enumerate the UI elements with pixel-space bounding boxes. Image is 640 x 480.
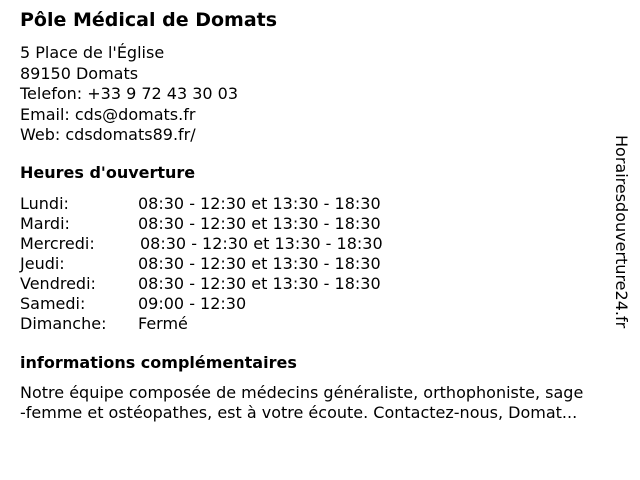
address-city: 89150 Domats <box>20 63 139 83</box>
day-label: Vendredi: <box>20 274 96 293</box>
day-label: Dimanche: <box>20 314 107 333</box>
info-line: Notre équipe composée de médecins généraliste, orthophoniste, sage <box>20 383 584 402</box>
day-label: Mercredi: <box>20 234 95 253</box>
additional-info-heading: informations complémentaires <box>20 353 297 372</box>
page-title: Pôle Médical de Domats <box>20 9 278 31</box>
day-label: Samedi: <box>20 294 86 313</box>
additional-info-text <box>20 383 632 423</box>
day-label: Jeudi: <box>20 254 65 273</box>
time-value: 08:30 - 12:30 et 13:30 - 18:30 <box>138 214 381 233</box>
site-watermark: Horairesdouverture24.fr <box>612 135 631 329</box>
info-line: -femme et ostéopathes, est à votre écoute. Contactez-nous, Domat... <box>20 403 578 422</box>
email-line: Email: cds@domats.fr <box>20 104 196 124</box>
time-value: 08:30 - 12:30 et 13:30 - 18:30 <box>140 234 383 253</box>
time-value: Fermé <box>138 314 188 333</box>
contact-block <box>20 43 238 146</box>
day-label: Mardi: <box>20 214 70 233</box>
web-line: Web: cdsdomats89.fr/ <box>20 125 196 144</box>
phone-line: Telefon: +33 9 72 43 30 03 <box>20 84 239 103</box>
opening-hours-heading: Heures d'ouverture <box>20 163 196 182</box>
time-value: 08:30 - 12:30 et 13:30 - 18:30 <box>138 194 381 213</box>
time-value: 08:30 - 12:30 et 13:30 - 18:30 <box>138 254 381 273</box>
day-label: Lundi: <box>20 194 69 213</box>
address-street: 5 Place de l'Église <box>20 43 165 62</box>
time-value: 08:30 - 12:30 et 13:30 - 18:30 <box>138 274 381 293</box>
time-value: 09:00 - 12:30 <box>138 294 247 313</box>
